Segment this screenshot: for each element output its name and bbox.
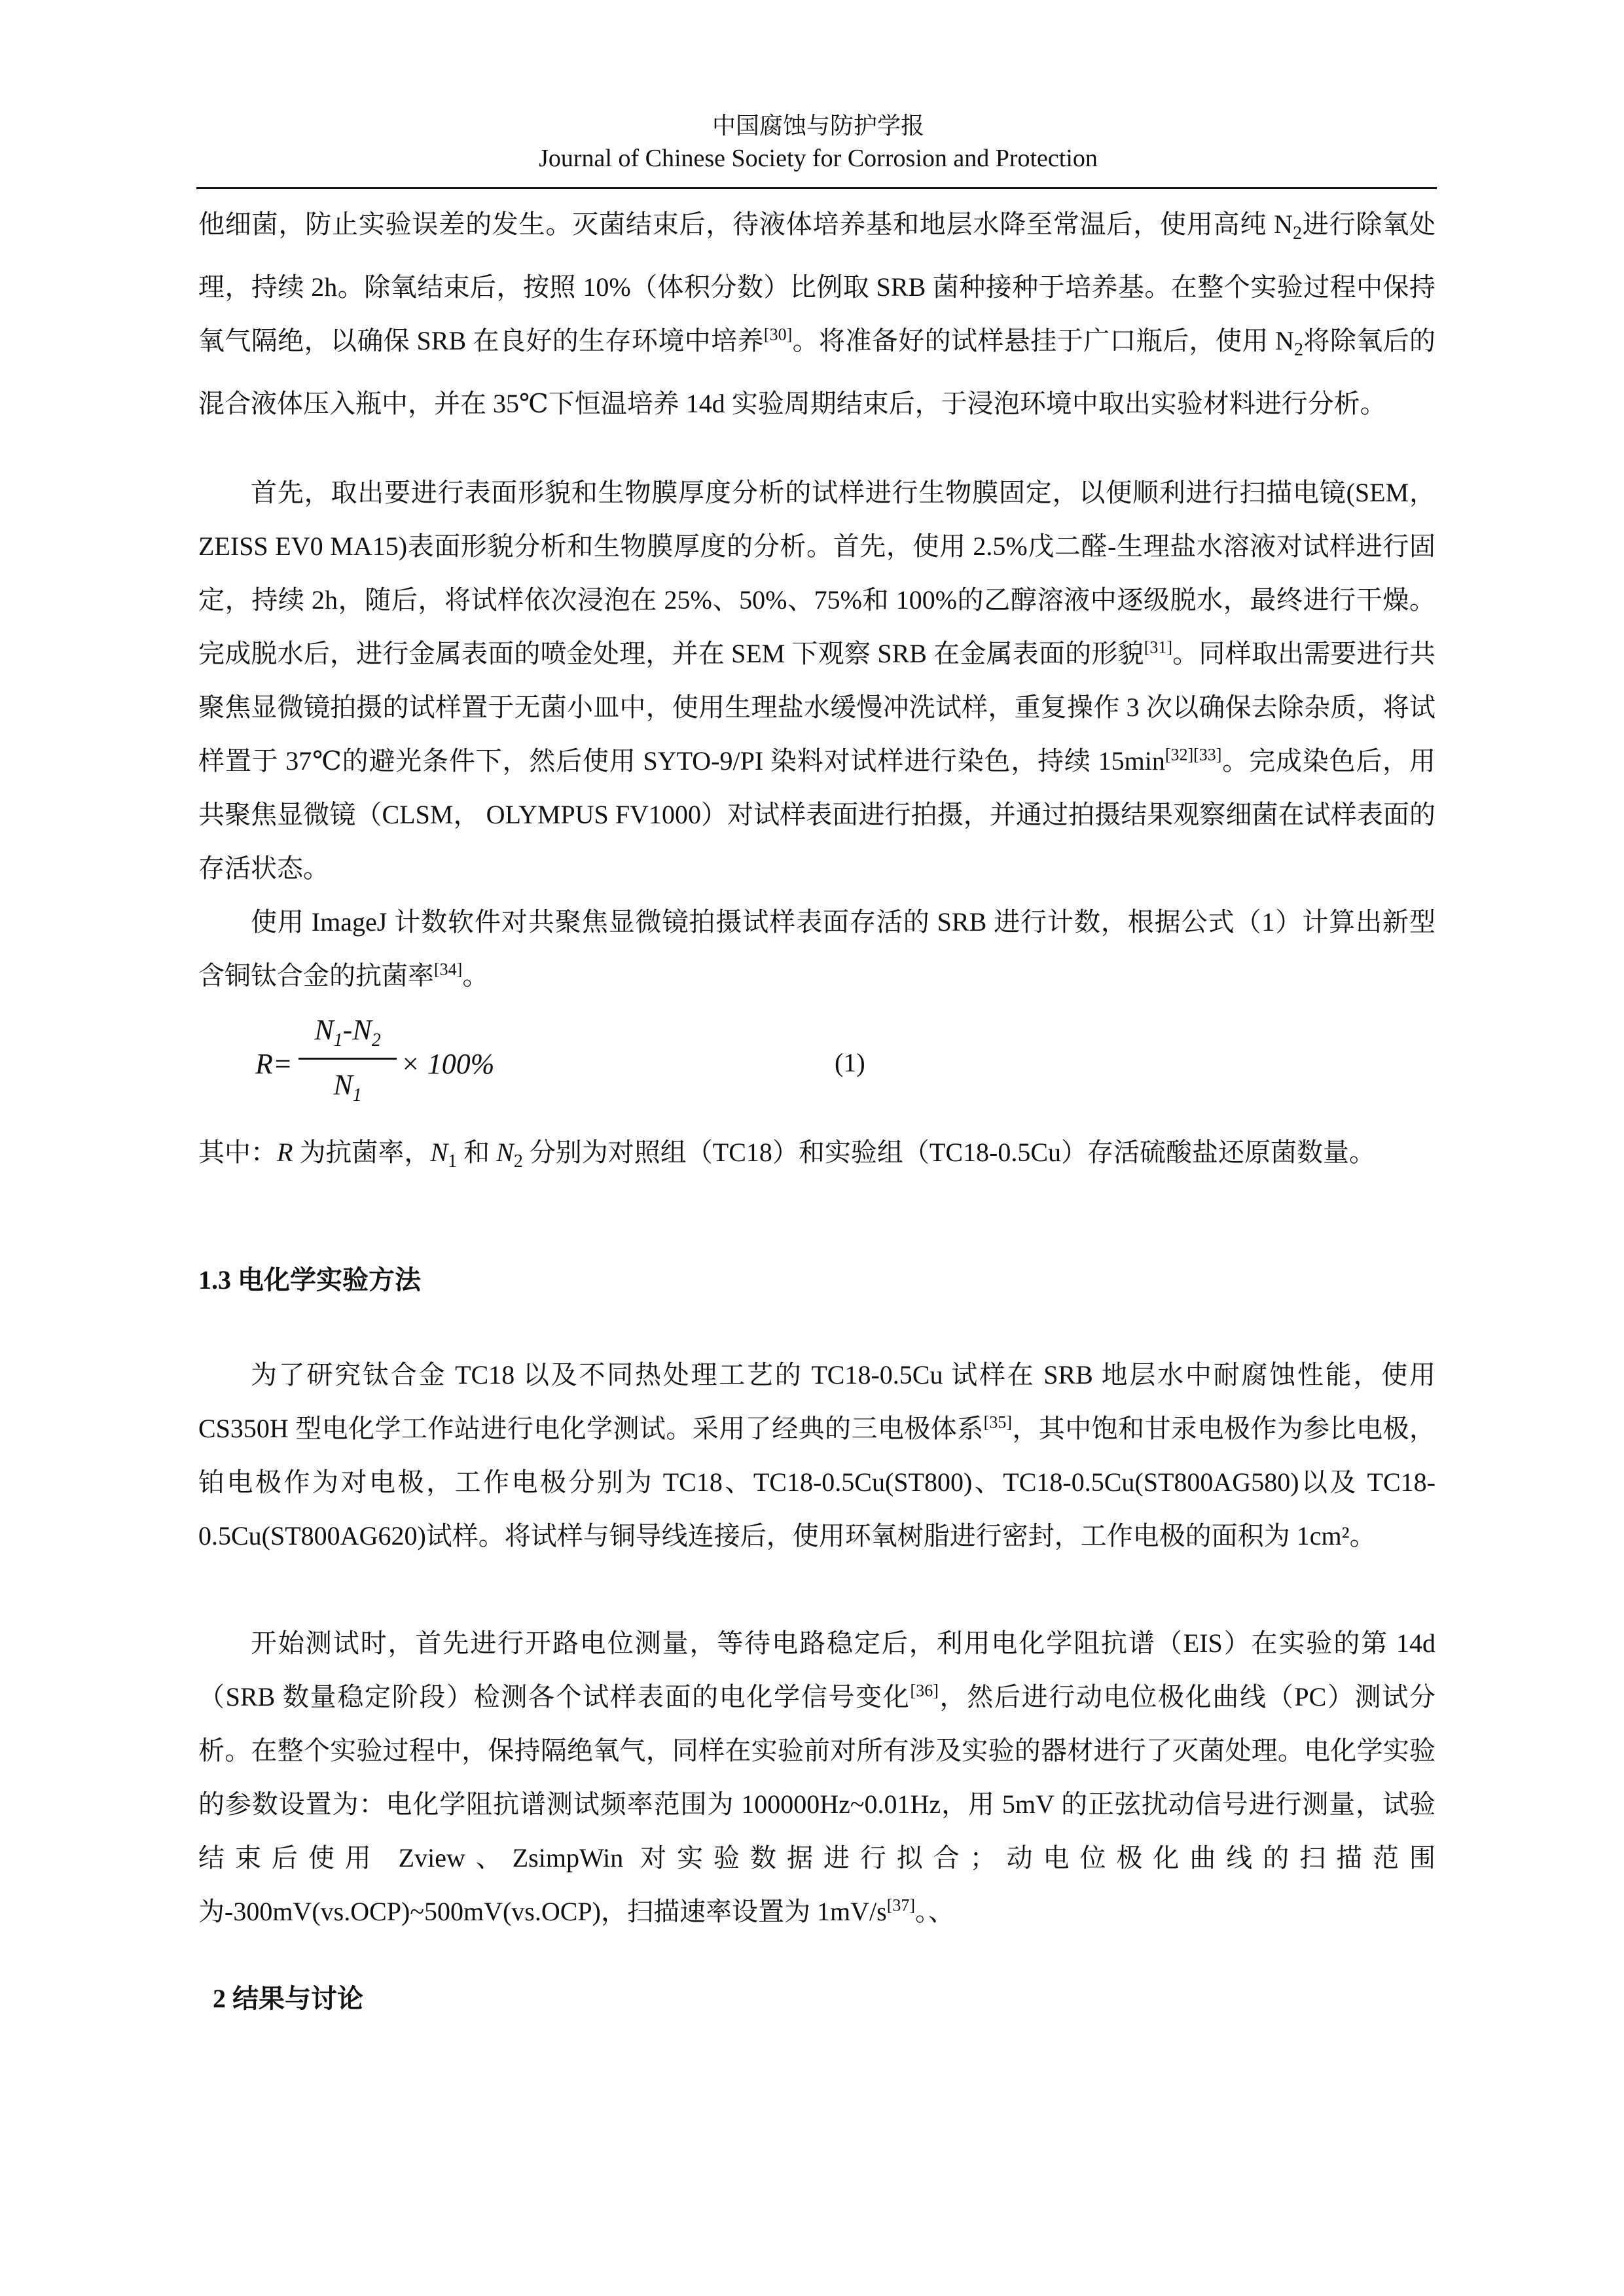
para4-var-n2-sub: 2 [513, 1151, 523, 1172]
formula-n2-sub: 2 [371, 1030, 381, 1050]
citation-35: [35] [983, 1412, 1012, 1432]
para1-text-4: 将除氧后的混合液体压入瓶中，并在 35℃下恒温培养 14d 实验周期结束后，于浸泡环境中取出实验材料进行分析。 [198, 326, 1436, 418]
citation-34: [34] [434, 960, 463, 979]
para2-text-1: 首先，取出要进行表面形貌和生物膜厚度分析的试样进行生物膜固定，以便顺利进行扫描电镜(SEM， ZEISS EV0 MA15)表面形貌分析和生物膜厚度的分析。首先，使用 2.5%戊二醛-生理盐水溶液对试样进行固定，持续 2h，随后，将试样依次浸泡在 25%、50%、75%和 100%的乙醇溶液中逐级脱水，最终进行干燥。完成脱水后，进行金属表面的喷金处理，并在 SEM 下观察 SRB 在金属表面的形貌 [198, 478, 1435, 668]
para4-text-1: 其中： [198, 1138, 277, 1167]
para4-var-n1-sub: 1 [448, 1151, 458, 1172]
formula-n2: N [352, 1014, 372, 1046]
para3-text-1: 使用 ImageJ 计数软件对共聚焦显微镜拍摄试样表面存活的 SRB 进行计数，根据公式（1）计算出新型含铜钛合金的抗菌率 [198, 907, 1435, 990]
para4-var-r: R [277, 1138, 293, 1167]
header-rule [196, 187, 1437, 189]
citation-32-33: [32][33] [1164, 745, 1222, 764]
formula-n1: N [314, 1014, 334, 1046]
para1-text-3: 。将准备好的试样悬挂于广口瓶后，使用 N [792, 326, 1295, 355]
para2-text-3: 。完成染色后，用共聚焦显微镜（CLSM， OLYMPUS FV1000）对试样表面进行拍摄，并通过拍摄结果观察细菌在试样表面的存活状态。 [198, 746, 1435, 883]
para4-text-3: 和 [457, 1138, 497, 1167]
para1-subscript-1: 2 [1292, 223, 1302, 243]
section-heading-2: 2 结果与讨论 [213, 1984, 363, 2013]
section-heading-1-3: 1.3 电化学实验方法 [198, 1265, 421, 1295]
para6-text-3: 。、 [915, 1897, 955, 1926]
paragraph-6 [198, 1617, 1435, 1939]
para1-subscript-2: 2 [1294, 340, 1304, 360]
para6-text-2: ，然后进行动电位极化曲线（PC）测试分析。在整个实验过程中，保持隔绝氧气，同样在实验前对所有涉及实验的器材进行了灭菌处理。电化学实验的参数设置为：电化学阻抗谱测试频率范围为 100000Hz~0.01Hz，用 5mV 的正弦扰动信号进行测量，试验结束后使用 Zview、ZsimpWin 对实验数据进行拟合；动电位极化曲线的扫描范围为-300mV(vs.OCP)~500mV(vs.OCP)，扫描速率设置为 1mV/s [198, 1682, 1435, 1926]
paragraph-1 [198, 198, 1435, 431]
citation-30: [30] [763, 325, 793, 344]
formula-n1-sub: 1 [333, 1030, 343, 1050]
para3-text-2: 。 [462, 961, 489, 990]
formula-minus: - [342, 1014, 353, 1046]
fraction-bar [298, 1058, 397, 1060]
para4-var-n1: N [430, 1138, 448, 1167]
para6-text-1: 开始测试时，首先进行开路电位测量，等待电路稳定后，利用电化学阻抗谱（EIS）在实验的第 14d（SRB 数量稳定阶段）检测各个试样表面的电化学信号变化 [198, 1628, 1435, 1712]
journal-title-zh: 中国腐蚀与防护学报 [712, 113, 924, 139]
citation-37: [37] [886, 1895, 916, 1915]
journal-title-en: Journal of Chinese Society for Corrosion and Protection [539, 145, 1098, 172]
equation-number: (1) [835, 1048, 865, 1077]
formula-lhs: R= [255, 1048, 293, 1080]
para4-text-4: 分别为对照组（TC18）和实验组（TC18-0.5Cu）存活硫酸盐还原菌数量。 [522, 1138, 1376, 1167]
formula-numerator [298, 1013, 397, 1051]
paragraph-5 [198, 1348, 1435, 1563]
paragraph-4 [198, 1126, 1435, 1189]
formula-1 [255, 1013, 910, 1124]
paragraph-3 [198, 895, 1435, 1003]
para5-text-2: ，其中饱和甘汞电极作为参比电极，铂电极作为对电极，工作电极分别为 TC18、TC18-0.5Cu(ST800)、TC18-0.5Cu(ST800AG580)以及 TC18-0.5Cu(ST800AG620)试样。将试样与铜导线连接后，使用环氧树脂进行密封，工作电极的面积为 1cm²。 [198, 1414, 1436, 1551]
formula-denominator [298, 1068, 397, 1106]
para1-text-1: 他细菌，防止实验误差的发生。灭菌结束后，待液体培养基和地层水降至常温后，使用高纯 N [198, 209, 1293, 239]
formula-den-sub: 1 [352, 1085, 362, 1105]
citation-31: [31] [1144, 637, 1173, 657]
citation-36: [36] [910, 1681, 939, 1700]
para5-text-1: 为了研究钛合金 TC18 以及不同热处理工艺的 TC18-0.5Cu 试样在 SRB 地层水中耐腐蚀性能，使用 CS350H 型电化学工作站进行电化学测试。采用了经典的三电极体系 [198, 1360, 1435, 1443]
para4-text-2: 为抗菌率， [293, 1138, 431, 1167]
formula-den: N [333, 1069, 353, 1101]
para1-text-2: 进行除氧处理，持续 2h。除氧结束后，按照 10%（体积分数）比例取 SRB 菌种接种于培养基。在整个实验过程中保持氧气隔绝，以确保 SRB 在良好的生存环境中培养 [198, 209, 1436, 355]
formula-multiplier: × 100% [401, 1048, 495, 1080]
paragraph-2 [198, 466, 1435, 895]
para2-text-2: 。同样取出需要进行共聚焦显微镜拍摄的试样置于无菌小皿中，使用生理盐水缓慢冲洗试样，重复操作 3 次以确保去除杂质，将试样置于 37℃的避光条件下，然后使用 SYTO-9/PI 染料对试样进行染色，持续 15min [198, 639, 1436, 776]
para4-var-n2: N [496, 1138, 514, 1167]
